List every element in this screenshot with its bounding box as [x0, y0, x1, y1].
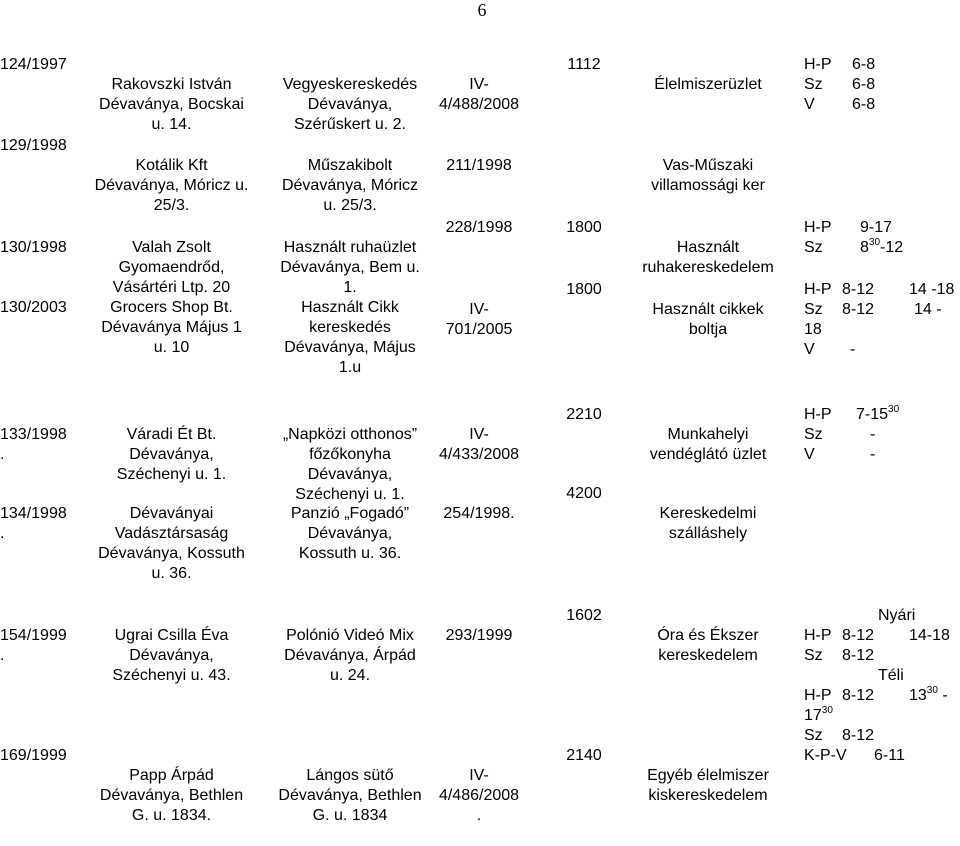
owner-cell: Valah Zsolt Gyomaendrőd, Vásártéri Ltp. 20 Grocers Shop Bt. Dévaványa Május 1 u. 10: [101, 239, 242, 356]
code-cell: 1800: [566, 281, 602, 298]
permit-cell: 254/1998.: [443, 505, 515, 522]
unit-cell: Vegyeskereskedés Dévaványa, Szérűskert u. 2.: [282, 76, 418, 133]
summer-label: Nyári: [878, 607, 916, 624]
opening-hours: H-P 6-8 Sz 6-8 V 6-8: [804, 56, 876, 113]
owner-cell: Dévaványai Vadásztársaság Dévaványa, Kossuth u. 36.: [98, 505, 245, 582]
page-number: 6: [477, 0, 487, 20]
owner-cell: Ugrai Csilla Éva Dévaványa, Széchenyi u. 43.: [112, 627, 231, 684]
permit-cell: IV- 701/2005: [445, 301, 513, 338]
reg-number: 124/1997: [0, 56, 67, 73]
permit-cell: IV- 4/486/2008 .: [438, 767, 520, 824]
code-cell: 1112: [567, 56, 601, 73]
unit-cell: Panzió „Fogadó” Dévaványa, Kossuth u. 36.: [290, 505, 410, 562]
activity-cell: Munkahelyi vendéglátó üzlet: [649, 426, 767, 463]
permit-cell: 211/1998: [446, 157, 512, 174]
owner-cell: Papp Árpád Dévaványa, Bethlen G. u. 1834.: [99, 767, 244, 824]
unit-cell: Használt ruhaüzlet Dévaványa, Bem u. 1. Használt Cikk kereskedés Dévaványa, Május 1.u: [280, 239, 420, 376]
owner-cell: Kotálik Kft Dévaványa, Móricz u. 25/3.: [94, 157, 249, 214]
activity-cell: Óra és Ékszer kereskedelem: [657, 627, 759, 664]
activity-cell: Vas-Műszaki villamossági ker: [651, 157, 765, 194]
activity-cell: Élelmiszerüzlet: [654, 76, 762, 93]
reg-number: 154/1999 .: [0, 627, 67, 664]
permit-cell: 293/1999: [445, 627, 513, 644]
opening-hours: H-P 8-12 14 -18 Sz 8-12 14 - 18 V -: [804, 281, 955, 358]
opening-hours: H-P $7-15^{30}$ Sz - V -: [804, 404, 900, 463]
permit-cell: IV- 4/433/2008: [438, 426, 520, 463]
activity-cell: Használt ruhakereskedelem: [642, 239, 774, 276]
reg-number: 133/1998 .: [0, 426, 67, 463]
code-cell: 1602: [566, 607, 602, 624]
reg-number: 169/1999: [0, 747, 67, 764]
unit-cell: Műszakibolt Dévaványa, Móricz u. 25/3.: [281, 157, 419, 214]
activity-cell: Használt cikkek boltja: [652, 301, 764, 338]
reg-number: 129/1998: [0, 137, 67, 154]
activity-cell: Egyéb élelmiszer kiskereskedelem: [647, 767, 769, 804]
opening-hours: Nyári H-P 8-12 14-18 Sz 8-12 Téli H-P 8-12 $13^{30}$ - $17^{30}$ Sz 8-12: [804, 607, 950, 744]
permit-cell: IV- 4/488/2008: [438, 76, 520, 113]
unit-cell: „Napközi otthonos” főzőkonyha Dévaványa, Széchenyi u. 1.: [282, 426, 418, 503]
opening-hours: H-P 9-17 Sz $8^{30}-12$: [804, 219, 904, 256]
code-cell: 2140: [566, 747, 602, 764]
code-cell: 1800: [566, 219, 602, 236]
code-cell: 4200: [566, 485, 602, 502]
reg-number: 134/1998 .: [0, 505, 67, 542]
unit-cell: Polónió Videó Mix Dévaványa, Árpád u. 24.: [284, 627, 416, 684]
permit-cell: 228/1998: [445, 219, 513, 236]
owner-cell: Váradi Ét Bt. Dévaványa, Széchenyi u. 1.: [116, 426, 227, 483]
winter-label: Téli: [878, 667, 904, 684]
unit-cell: Lángos sütő Dévaványa, Bethlen G. u. 1834: [278, 767, 422, 824]
activity-cell: Kereskedelmi szálláshely: [659, 505, 757, 542]
opening-hours: K-P-V 6-11: [804, 747, 905, 764]
code-cell: 2210: [566, 406, 602, 423]
owner-cell: Rakovszki István Dévaványa, Bocskai u. 14.: [99, 76, 244, 133]
reg-number: 130/1998 130/2003: [0, 239, 67, 316]
